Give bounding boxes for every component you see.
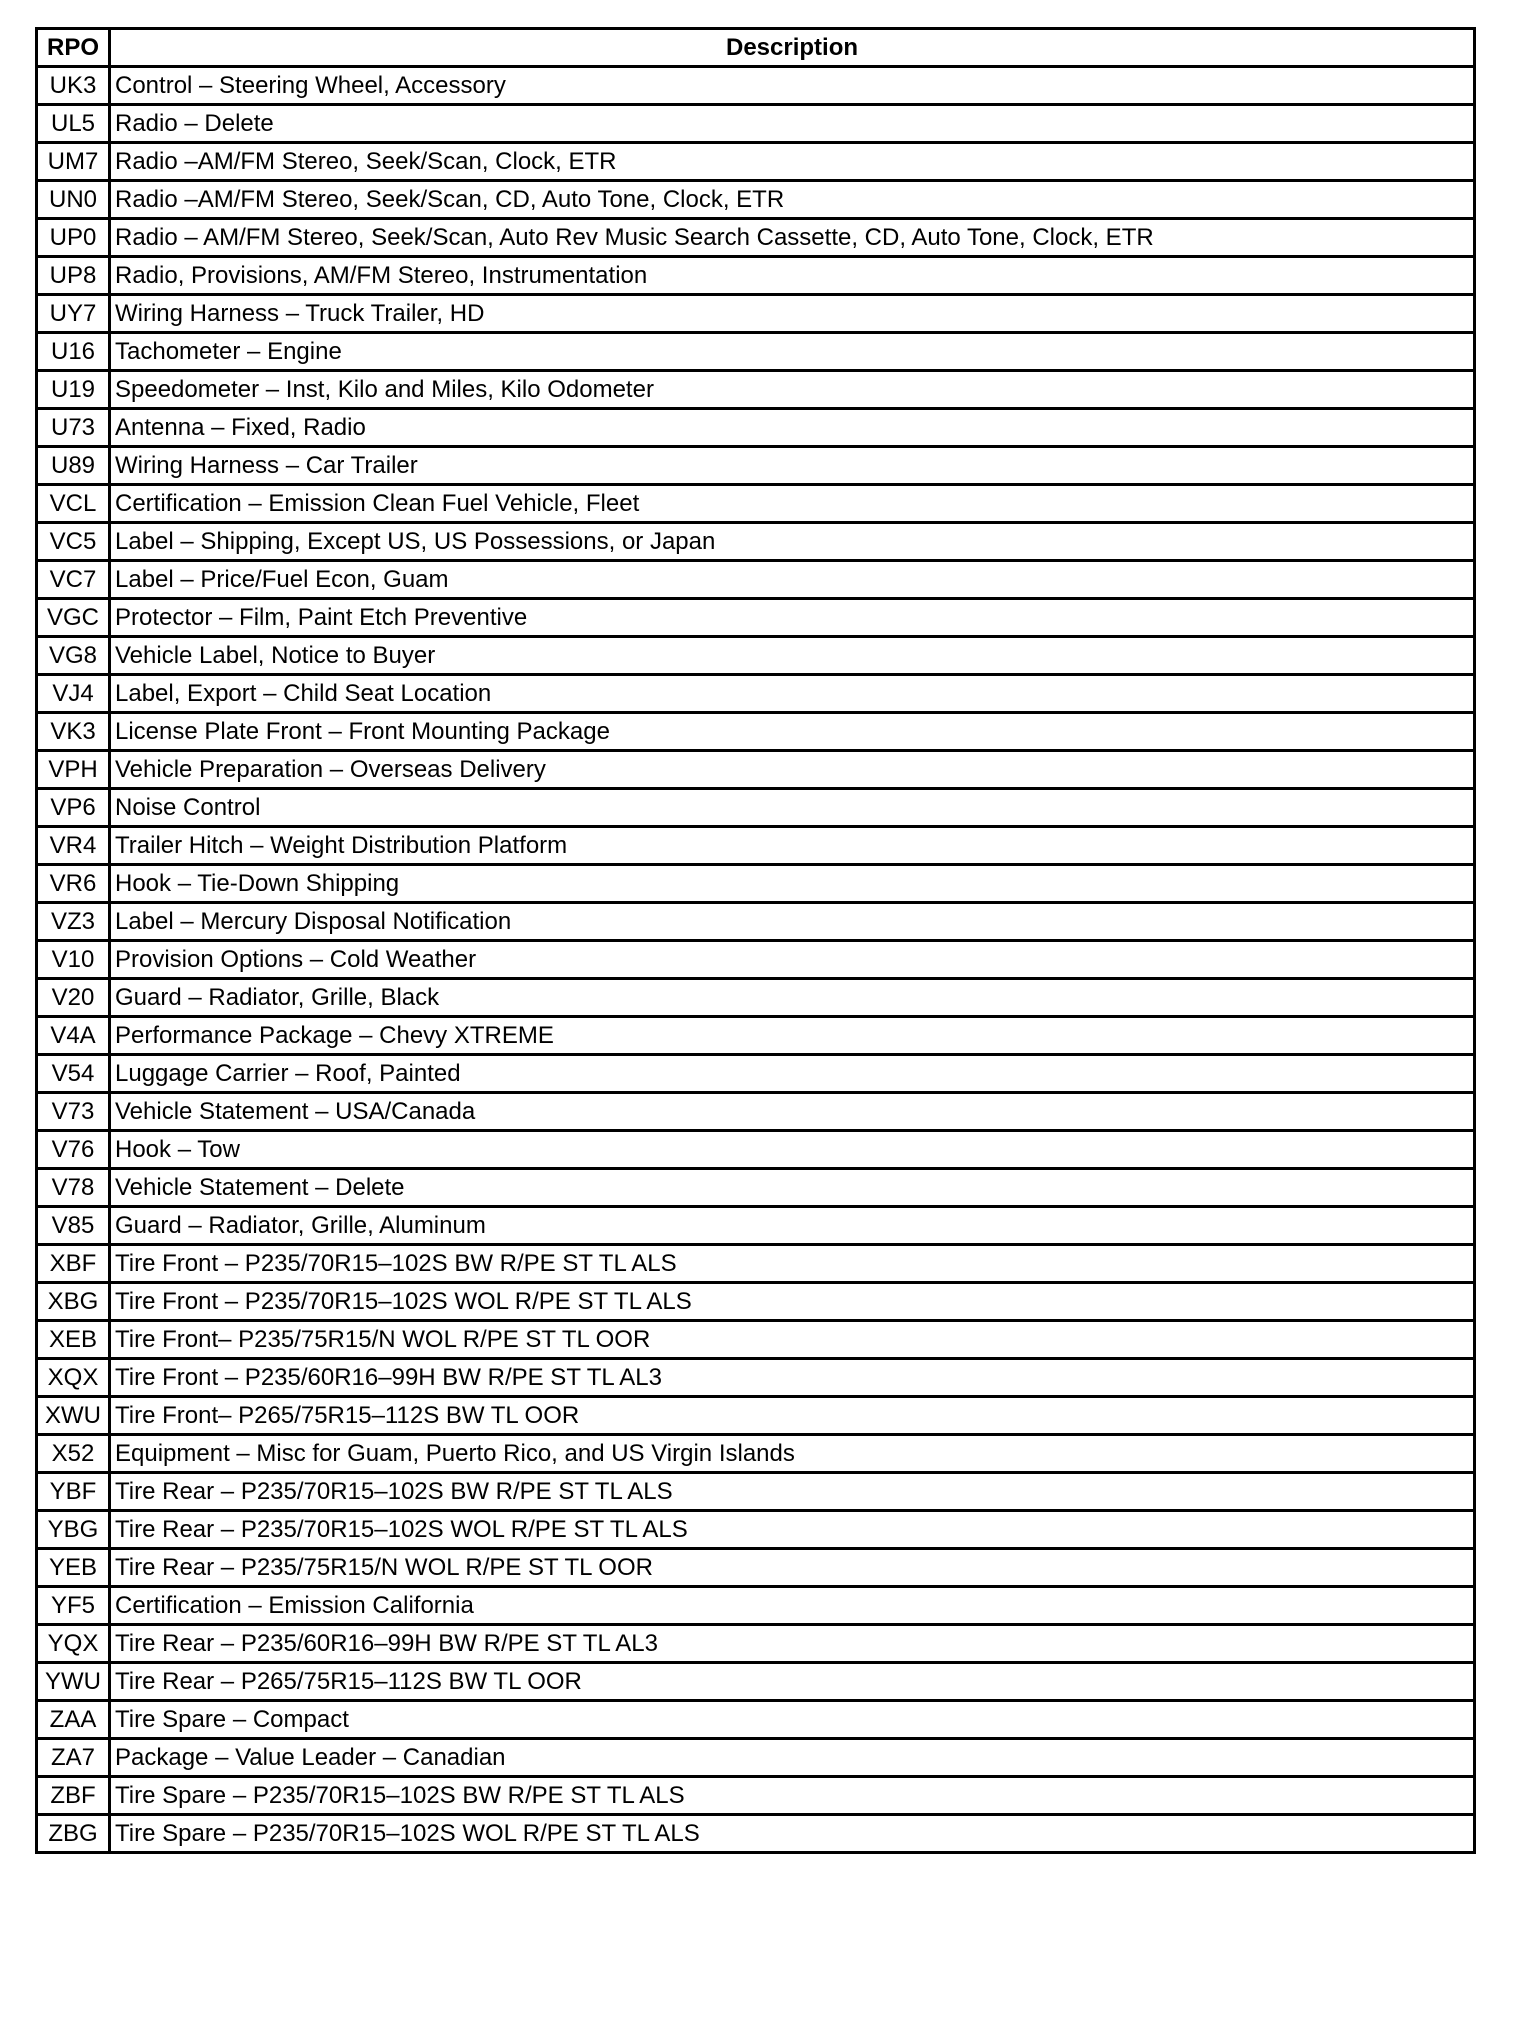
description-cell: Radio – AM/FM Stereo, Seek/Scan, Auto Rev Music Search Cassette, CD, Auto Tone, Clock, ETR (110, 219, 1475, 257)
description-cell: Label – Price/Fuel Econ, Guam (110, 561, 1475, 599)
rpo-code-cell: UN0 (37, 181, 110, 219)
rpo-code-cell: VGC (37, 599, 110, 637)
description-cell: Tire Spare – P235/70R15–102S BW R/PE ST TL ALS (110, 1777, 1475, 1815)
description-cell: Radio –AM/FM Stereo, Seek/Scan, CD, Auto Tone, Clock, ETR (110, 181, 1475, 219)
rpo-code-cell: YF5 (37, 1587, 110, 1625)
table-row (37, 1625, 1475, 1663)
description-cell: Tire Rear – P265/75R15–112S BW TL OOR (110, 1663, 1475, 1701)
rpo-code-cell: V20 (37, 979, 110, 1017)
description-cell: Label, Export – Child Seat Location (110, 675, 1475, 713)
rpo-code-cell: V78 (37, 1169, 110, 1207)
table-row (37, 1359, 1475, 1397)
table-row (37, 1093, 1475, 1131)
rpo-code-cell: YEB (37, 1549, 110, 1587)
description-cell: Vehicle Label, Notice to Buyer (110, 637, 1475, 675)
description-cell: Radio, Provisions, AM/FM Stereo, Instrumentation (110, 257, 1475, 295)
rpo-code-cell: YWU (37, 1663, 110, 1701)
rpo-code-cell: V76 (37, 1131, 110, 1169)
table-row (37, 1131, 1475, 1169)
table-body (37, 67, 1475, 1853)
description-cell: Tire Spare – Compact (110, 1701, 1475, 1739)
table-row (37, 637, 1475, 675)
rpo-code-cell: XBF (37, 1245, 110, 1283)
rpo-code-cell: V85 (37, 1207, 110, 1245)
rpo-code-cell: XEB (37, 1321, 110, 1359)
table-row (37, 1511, 1475, 1549)
description-cell: Luggage Carrier – Roof, Painted (110, 1055, 1475, 1093)
rpo-code-cell: VP6 (37, 789, 110, 827)
rpo-code-cell: U89 (37, 447, 110, 485)
description-cell: Tire Front – P235/70R15–102S WOL R/PE ST TL ALS (110, 1283, 1475, 1321)
description-cell: License Plate Front – Front Mounting Package (110, 713, 1475, 751)
rpo-code-cell: U16 (37, 333, 110, 371)
table-row (37, 599, 1475, 637)
rpo-code-cell: UM7 (37, 143, 110, 181)
table-row (37, 67, 1475, 105)
rpo-code-cell: UP8 (37, 257, 110, 295)
description-cell: Vehicle Statement – Delete (110, 1169, 1475, 1207)
description-cell: Tire Rear – P235/60R16–99H BW R/PE ST TL AL3 (110, 1625, 1475, 1663)
description-cell: Tire Rear – P235/70R15–102S BW R/PE ST TL ALS (110, 1473, 1475, 1511)
rpo-code-cell: VR4 (37, 827, 110, 865)
rpo-code-cell: VC7 (37, 561, 110, 599)
description-cell: Tire Front– P235/75R15/N WOL R/PE ST TL OOR (110, 1321, 1475, 1359)
table-row (37, 1055, 1475, 1093)
description-cell: Guard – Radiator, Grille, Aluminum (110, 1207, 1475, 1245)
rpo-code-cell: UY7 (37, 295, 110, 333)
table-row (37, 1663, 1475, 1701)
rpo-code-cell: UL5 (37, 105, 110, 143)
rpo-code-cell: X52 (37, 1435, 110, 1473)
rpo-column-header: RPO (37, 29, 110, 67)
description-cell: Radio – Delete (110, 105, 1475, 143)
table-row (37, 1321, 1475, 1359)
rpo-code-cell: V73 (37, 1093, 110, 1131)
rpo-code-cell: V10 (37, 941, 110, 979)
description-cell: Radio –AM/FM Stereo, Seek/Scan, Clock, ETR (110, 143, 1475, 181)
table-row (37, 979, 1475, 1017)
description-cell: Tire Front– P265/75R15–112S BW TL OOR (110, 1397, 1475, 1435)
table-row (37, 1397, 1475, 1435)
header-row (37, 29, 1475, 67)
table-row (37, 257, 1475, 295)
table-row (37, 523, 1475, 561)
rpo-code-cell: V54 (37, 1055, 110, 1093)
rpo-code-cell: ZAA (37, 1701, 110, 1739)
rpo-code-cell: XBG (37, 1283, 110, 1321)
rpo-code-cell: UK3 (37, 67, 110, 105)
table-row (37, 1207, 1475, 1245)
table-row (37, 1245, 1475, 1283)
table-row (37, 1549, 1475, 1587)
description-cell: Equipment – Misc for Guam, Puerto Rico, and US Virgin Islands (110, 1435, 1475, 1473)
rpo-code-cell: VK3 (37, 713, 110, 751)
description-cell: Vehicle Preparation – Overseas Delivery (110, 751, 1475, 789)
rpo-code-cell: V4A (37, 1017, 110, 1055)
table-row (37, 1473, 1475, 1511)
description-cell: Wiring Harness – Car Trailer (110, 447, 1475, 485)
description-cell: Label – Mercury Disposal Notification (110, 903, 1475, 941)
rpo-code-cell: YBG (37, 1511, 110, 1549)
description-cell: Guard – Radiator, Grille, Black (110, 979, 1475, 1017)
description-cell: Antenna – Fixed, Radio (110, 409, 1475, 447)
description-cell: Noise Control (110, 789, 1475, 827)
table-row (37, 751, 1475, 789)
description-cell: Trailer Hitch – Weight Distribution Platform (110, 827, 1475, 865)
rpo-code-cell: ZA7 (37, 1739, 110, 1777)
table-header (37, 29, 1475, 67)
table-row (37, 333, 1475, 371)
description-cell: Certification – Emission Clean Fuel Vehicle, Fleet (110, 485, 1475, 523)
rpo-code-cell: U19 (37, 371, 110, 409)
description-cell: Protector – Film, Paint Etch Preventive (110, 599, 1475, 637)
rpo-code-cell: VJ4 (37, 675, 110, 713)
description-cell: Tachometer – Engine (110, 333, 1475, 371)
description-cell: Speedometer – Inst, Kilo and Miles, Kilo Odometer (110, 371, 1475, 409)
description-cell: Vehicle Statement – USA/Canada (110, 1093, 1475, 1131)
table-row (37, 1017, 1475, 1055)
description-cell: Performance Package – Chevy XTREME (110, 1017, 1475, 1055)
rpo-code-cell: ZBF (37, 1777, 110, 1815)
table-row (37, 1587, 1475, 1625)
description-cell: Tire Spare – P235/70R15–102S WOL R/PE ST TL ALS (110, 1815, 1475, 1853)
table-row (37, 675, 1475, 713)
table-row (37, 903, 1475, 941)
description-cell: Hook – Tie-Down Shipping (110, 865, 1475, 903)
table-row (37, 865, 1475, 903)
rpo-code-cell: VCL (37, 485, 110, 523)
rpo-code-cell: VR6 (37, 865, 110, 903)
table-row (37, 219, 1475, 257)
table-row (37, 143, 1475, 181)
rpo-code-cell: ZBG (37, 1815, 110, 1853)
rpo-code-cell: VG8 (37, 637, 110, 675)
table-row (37, 447, 1475, 485)
rpo-code-cell: XQX (37, 1359, 110, 1397)
description-cell: Tire Rear – P235/70R15–102S WOL R/PE ST TL ALS (110, 1511, 1475, 1549)
rpo-code-cell: VZ3 (37, 903, 110, 941)
rpo-code-cell: VC5 (37, 523, 110, 561)
table-row (37, 713, 1475, 751)
table-row (37, 1169, 1475, 1207)
description-cell: Provision Options – Cold Weather (110, 941, 1475, 979)
table-row (37, 941, 1475, 979)
rpo-code-cell: UP0 (37, 219, 110, 257)
description-cell: Tire Front – P235/70R15–102S BW R/PE ST TL ALS (110, 1245, 1475, 1283)
table-row (37, 1815, 1475, 1853)
description-column-header: Description (110, 29, 1475, 67)
table-row (37, 1435, 1475, 1473)
table-row (37, 295, 1475, 333)
rpo-code-cell: U73 (37, 409, 110, 447)
table-row (37, 409, 1475, 447)
description-cell: Tire Front – P235/60R16–99H BW R/PE ST TL AL3 (110, 1359, 1475, 1397)
description-cell: Certification – Emission California (110, 1587, 1475, 1625)
rpo-code-cell: VPH (37, 751, 110, 789)
table-row (37, 1777, 1475, 1815)
table-row (37, 485, 1475, 523)
table-row (37, 827, 1475, 865)
table-row (37, 789, 1475, 827)
table-row (37, 1739, 1475, 1777)
description-cell: Hook – Tow (110, 1131, 1475, 1169)
table-row (37, 181, 1475, 219)
table-row (37, 1701, 1475, 1739)
description-cell: Control – Steering Wheel, Accessory (110, 67, 1475, 105)
description-cell: Label – Shipping, Except US, US Possessions, or Japan (110, 523, 1475, 561)
table-row (37, 371, 1475, 409)
table-row (37, 1283, 1475, 1321)
table-row (37, 105, 1475, 143)
description-cell: Wiring Harness – Truck Trailer, HD (110, 295, 1475, 333)
description-cell: Package – Value Leader – Canadian (110, 1739, 1475, 1777)
table-row (37, 561, 1475, 599)
rpo-code-cell: XWU (37, 1397, 110, 1435)
rpo-table (35, 27, 1476, 1854)
rpo-code-cell: YQX (37, 1625, 110, 1663)
description-cell: Tire Rear – P235/75R15/N WOL R/PE ST TL OOR (110, 1549, 1475, 1587)
rpo-code-cell: YBF (37, 1473, 110, 1511)
